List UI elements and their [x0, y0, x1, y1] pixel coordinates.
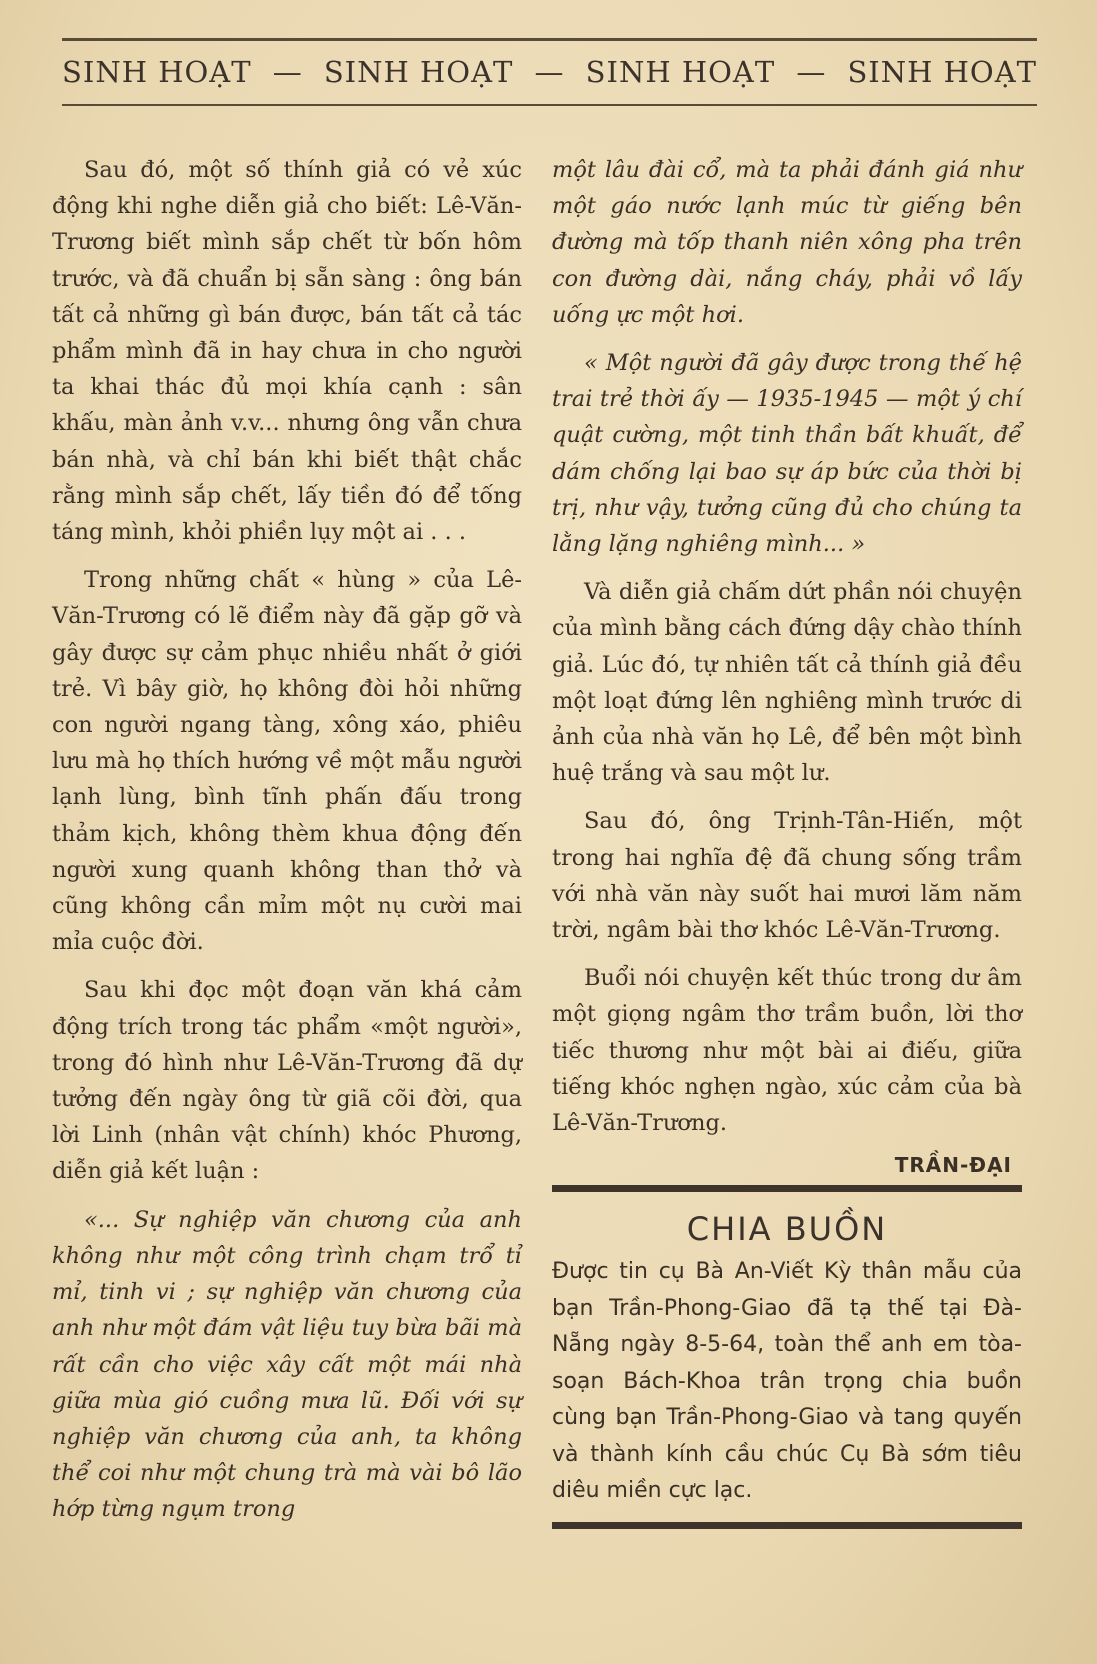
notice-bottom-rule	[552, 1522, 1022, 1529]
condolence-notice	[552, 1210, 1022, 1510]
header-separator: —	[272, 55, 303, 89]
header-item: SINH HOẠT	[585, 55, 776, 89]
quoted-paragraph: một lâu đài cổ, mà ta phải đánh giá như một gáo nước lạnh múc từ giếng bên đường mà tốp thanh niên xông pha trên con đường dài, nắng cháy, phải vồ lấy uống ực một hơi.	[552, 157, 1022, 328]
section-header	[62, 50, 1037, 94]
header-item: SINH HOẠT	[847, 55, 1037, 89]
article-paragraph: Và diễn giả chấm dứt phần nói chuyện của mình bằng cách đứng dậy chào thính giả. Lúc đó, tự nhiên tất cả thính giả đều một loạt đứng lên nghiêng mình trước di ảnh của nhà văn họ Lê, để bên một bình huệ trắng và sau một lư.	[552, 579, 1022, 787]
header-top-rule	[62, 38, 1037, 41]
right-column	[552, 152, 1022, 1529]
author-signature: TRẦN-ĐẠI	[894, 1153, 1012, 1178]
article-paragraph: Buổi nói chuyện kết thúc trong dư âm một giọng ngâm thơ trầm buồn, lời thơ tiếc thương như một bài ai điếu, giữa tiếng khóc nghẹn ngào, xúc cảm của bà Lê-Văn-Trương.	[552, 965, 1022, 1137]
notice-title: CHIA BUỒN	[686, 1210, 888, 1249]
article-paragraph: Trong những chất « hùng » của Lê-Văn-Trương có lẽ điểm này đã gặp gỡ và gây được sự cảm phục nhiều nhất ở giới trẻ. Vì bây giờ, họ không đòi hỏi những con người ngang tàng, xông xáo, phiêu lưu mà họ thích hướng về một mẫu người lạnh lùng, bình tĩnh phấn đấu trong thảm kịch, không thèm khua động đến người xung quanh không than thở và cũng không cần mỉm một nụ cười mai mỉa cuộc đời.	[52, 567, 522, 956]
article-paragraph: Sau đó, một số thính giả có vẻ xúc động khi nghe diễn giả cho biết: Lê-Văn-Trương biết mình sắp chết từ bốn hôm trước, và đã chuẩn bị sẵn sàng : ông bán tất cả những gì bán được, bán tất cả tác phẩm mình đã in hay chưa in cho người ta khai thác đủ mọi khía cạnh : sân khấu, màn ảnh v.v... nhưng ông vẫn chưa bán nhà, và chỉ bán khi biết thật chắc rằng mình sắp chết, lấy tiền đó để tống táng mình, khỏi phiền lụy một ai . . .	[52, 157, 522, 546]
header-item: SINH HOẠT	[323, 55, 514, 89]
notice-body: Được tin cụ Bà An-Viết Kỳ thân mẫu của bạn Trần-Phong-Giao đã tạ thế tại Đà-Nẵng ngày 8-5-64, toàn thể anh em tòa-soạn Bách-Khoa trân trọng chia buồn cùng bạn Trần-Phong-Giao và tang quyến và thành kính cầu chúc Cụ Bà sớm tiêu diêu miền cực lạc.	[552, 1259, 1022, 1504]
article-paragraph: Sau khi đọc một đoạn văn khá cảm động trích trong tác phẩm «một người», trong đó hình như Lê-Văn-Trương đã dự tưởng đến ngày ông từ giã cõi đời, qua lời Linh (nhân vật chính) khóc Phương, diễn giả kết luận :	[52, 977, 522, 1185]
header-separator: —	[534, 55, 565, 89]
header-separator: —	[796, 55, 827, 89]
left-column	[52, 152, 522, 1540]
quoted-paragraph: « Một người đã gây được trong thế hệ trai trẻ thời ấy — 1935-1945 — một ý chí quật cường, một tinh thần bất khuất, để dám chống lại bao sự áp bức của thời bị trị, như vậy, tưởng cũng đủ cho chúng ta lằng lặng nghiêng mình... »	[552, 350, 1022, 558]
header-item: SINH HOẠT	[62, 55, 252, 89]
header-bottom-rule	[62, 104, 1037, 106]
notice-top-rule	[552, 1185, 1022, 1192]
quoted-paragraph: «... Sự nghiệp văn chương của anh không như một công trình chạm trổ tỉ mỉ, tinh vi ; sự nghiệp văn chương của anh như một đám vật liệu tuy bừa bãi mà rất cần cho việc xây cất một mái nhà giữa mùa gió cuồng mưa lũ. Đối với sự nghiệp văn chương của anh, ta không thể coi như một chung trà mà vài bô lão hớp từng ngụm trong	[52, 1206, 522, 1523]
article-paragraph: Sau đó, ông Trịnh-Tân-Hiến, một trong hai nghĩa đệ đã chung sống trầm với nhà văn này suốt hai mươi lăm năm trời, ngâm bài thơ khóc Lê-Văn-Trương.	[552, 808, 1022, 944]
